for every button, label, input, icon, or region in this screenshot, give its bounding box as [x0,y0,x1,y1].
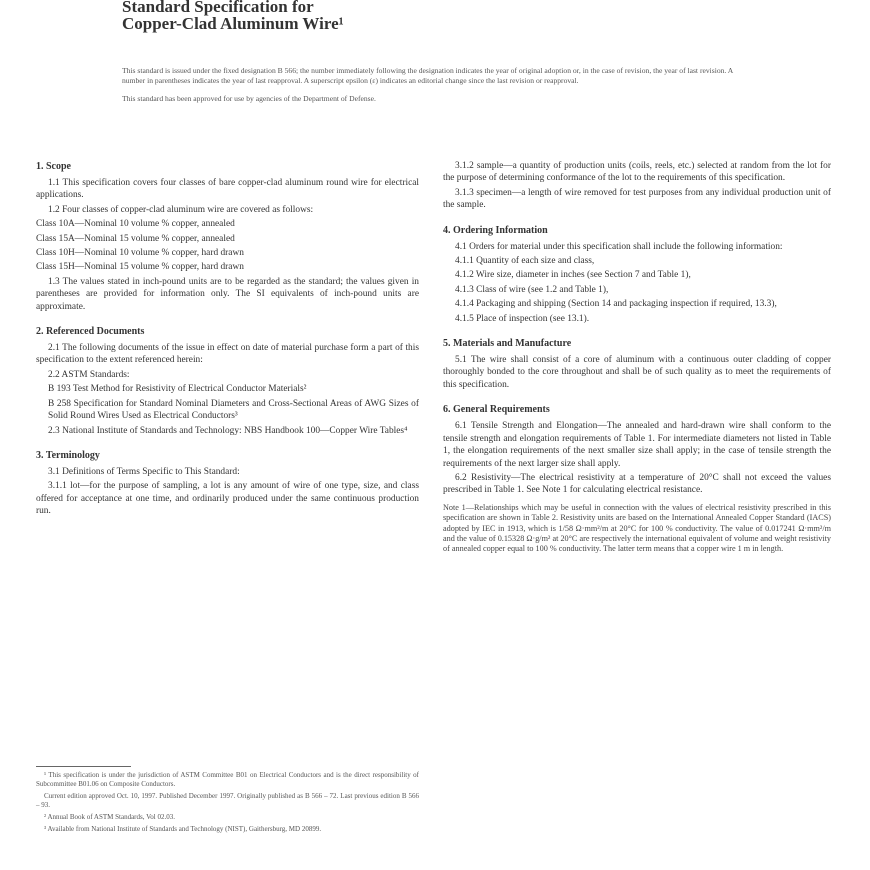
note-text: Note 1—Relationships which may be useful in connection with the values of electrical resistivity prescribed in this specification are shown in Table 2. Resistivity units are based on the International Annealed Copper Standard (IACS) adopted by IEC in 1913, which is 1/58 Ω·mm²/m at 20°C for 100 % conductivity. The value of 0.017241 Ω·mm²/m and the value of 0.15328 Ω·g/m² at 20°C are respectively the international equivalent of volume and weight resistivity of annealed copper equal to 100 % conductivity. The latter term means that a copper wire 1 m in length. [443,502,831,554]
footnote: ³ Available from National Institute of Standards and Technology (NIST), Gaithersburg, MD 20899. [44,825,322,833]
right-column [443,160,831,555]
paragraph: 3.1.2 sample—a quantity of production units (coils, reels, etc.) selected at random from the lot for the purpose of determining conformance of the lot to the requirements of this specification. [443,161,831,184]
note-block [443,503,831,555]
paragraph: 2.1 The following documents of the issue in effect on date of material purchase form a part of this specification to the extent referenced herein: [36,343,419,366]
paragraph: 5.1 The wire shall consist of a core of aluminum with a continuous outer cladding of copper thoroughly bonded to the core throughout and shall be of such quality as to meet the requirements of this specification. [443,355,831,390]
footnote-divider [36,766,131,767]
left-column [36,160,419,520]
abstract-paragraph: This standard has been approved for use by agencies of the Department of Defense. [122,94,376,103]
paragraph: 1.3 The values stated in inch-pound units are to be regarded as the standard; the values given in parentheses are provided for information only. The SI equivalents of inch-pound units are approximate. [36,276,419,312]
paragraph: 3.1.1 lot—for the purpose of sampling, a lot is any amount of wire of one type, size, and class offered for acceptance at one time, and ordinarily produced under the same continuous production run. [36,481,419,517]
footnotes-block [36,771,419,837]
section-heading-terminology: 3. Terminology [36,449,100,461]
list-item: 4.1.3 Class of wire (see 1.2 and Table 1), [455,284,609,295]
list-item: Class 10H—Nominal 10 volume % copper, hard drawn [36,248,244,259]
list-item: Class 15A—Nominal 15 volume % copper, annealed [36,233,235,244]
list-item: 4.1.2 Wire size, diameter in inches (see Section 7 and Table 1), [455,270,691,281]
list-item: Class 10A—Nominal 10 volume % copper, annealed [36,219,235,230]
paragraph: 1.1 This specification covers four classes of bare copper-clad aluminum round wire for electrical applications. [36,178,419,201]
paragraph: 1.2 Four classes of copper-clad aluminum wire are covered as follows: [48,204,314,215]
paragraph: 3.1 Definitions of Terms Specific to This Standard: [48,466,240,477]
list-item: 4.1.5 Place of inspection (see 13.1). [455,313,590,324]
document-title-line-2: Copper-Clad Aluminum Wire¹ [122,14,344,33]
list-item: B 193 Test Method for Resistivity of Electrical Conductor Materials² [48,384,307,395]
section-heading-referenced-documents: 2. Referenced Documents [36,326,145,338]
footnote: ² Annual Book of ASTM Standards, Vol 02.03. [44,813,175,821]
paragraph: 6.2 Resistivity—The electrical resistivity at a temperature of 20°C shall not exceed the values prescribed in Table 1. See Note 1 for calculating electrical resistance. [443,472,831,496]
abstract-paragraph: This standard is issued under the fixed designation B 566; the number immediately following the designation indicates the year of original adoption or, in the case of revision, the year of last revision. A number in parentheses indicates the year of last reapproval. A superscript epsilon (ε) indicates an editorial change since the last revision or reapproval. [122,66,733,85]
document-title-line-1: Standard Specification for [122,0,314,16]
paragraph: 6.1 Tensile Strength and Elongation—The annealed and hard-drawn wire shall conform to the tensile strength and elongation requirements of Table 1. For intermediate diameters not listed in Table 1, the elongation requirements of the next smaller size shall apply; in the case of tensile strength the requirements of the next larger size shall apply. [443,421,831,469]
list-item: Class 15H—Nominal 15 volume % copper, hard drawn [36,262,244,273]
footnote: Current edition approved Oct. 10, 1997. Published December 1997. Originally published as B 566 – 72. Last previous edition B 566 – 93. [36,792,419,809]
list-item: 4.1.1 Quantity of each size and class, [455,256,595,267]
abstract-block [122,66,742,112]
section-heading-materials: 5. Materials and Manufacture [443,338,572,350]
list-item: 2.2 ASTM Standards: [48,369,130,380]
paragraph: 3.1.3 specimen—a length of wire removed for test purposes from any individual production unit of the sample. [443,187,831,211]
section-heading-general-requirements: 6. General Requirements [443,404,550,416]
list-item: B 258 Specification for Standard Nominal Diameters and Cross-Sectional Areas of AWG Sizes of Solid Round Wires Used as Electrical Conductors³ [48,398,419,422]
list-item: 4.1.4 Packaging and shipping (Section 14 and packaging inspection if required, 13.3), [455,299,777,310]
section-heading-ordering-information: 4. Ordering Information [443,224,548,236]
footnote: ¹ This specification is under the jurisdiction of ASTM Committee B01 on Electrical Conductors and is the direct responsibility of Subcommittee B01.06 on Composite Conductors. [36,771,419,788]
paragraph: 4.1 Orders for material under this specification shall include the following information: [455,241,783,252]
list-item: 2.3 National Institute of Standards and Technology: NBS Handbook 100—Copper Wire Tables⁴ [48,425,408,436]
title-block [122,0,762,32]
section-heading-scope: 1. Scope [36,161,71,172]
